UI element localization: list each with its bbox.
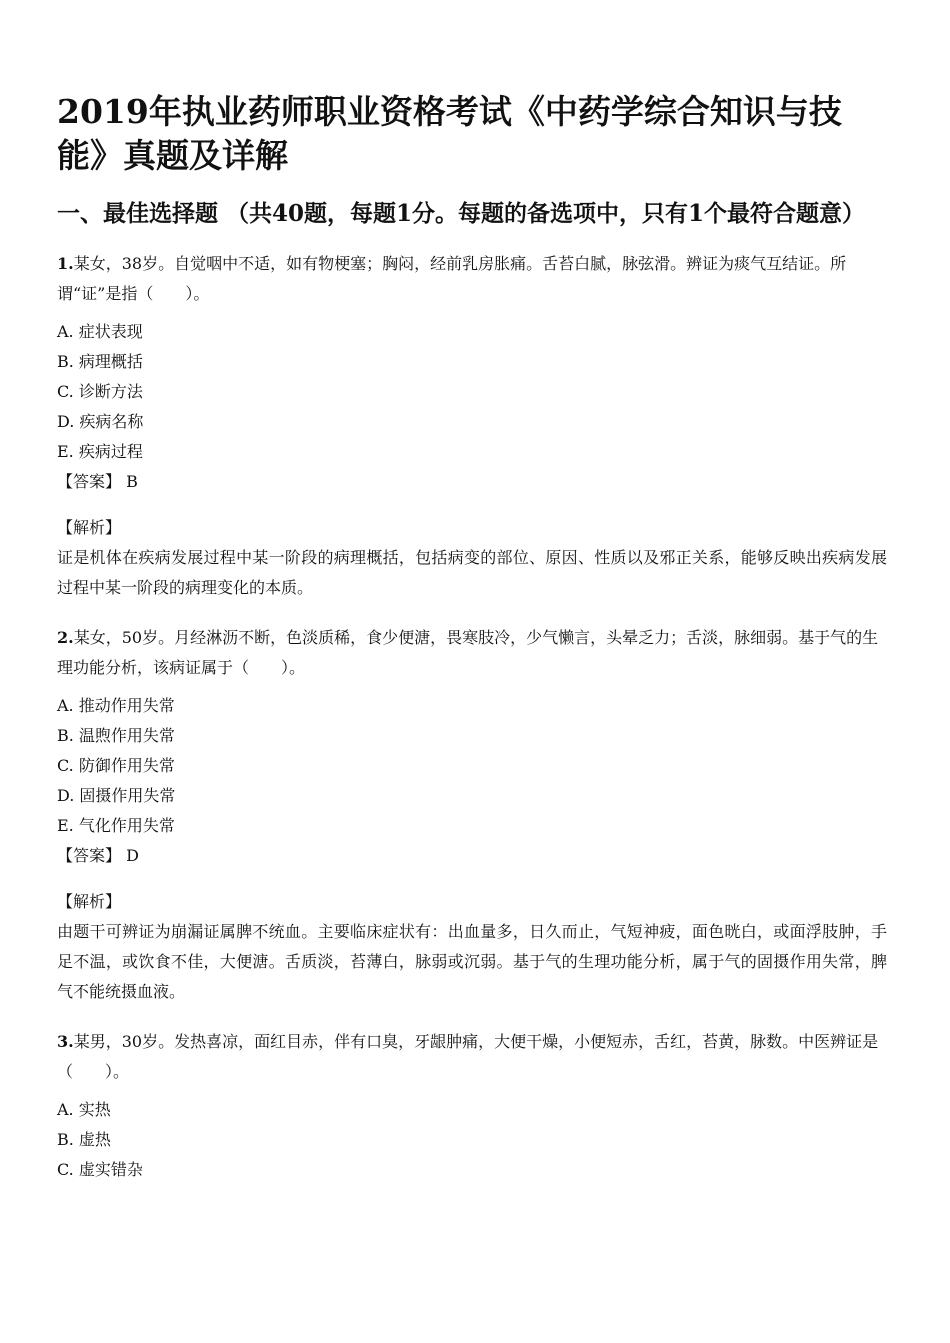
answer: 【答案】 B [57,472,138,491]
question-1 [57,249,887,603]
question-number: 3. [57,1032,74,1051]
document-page [57,90,887,1185]
question-2 [57,623,887,1007]
option-a: A. 推动作用失常 [57,696,175,715]
option-c: C. 虚实错杂 [57,1160,143,1179]
question-text: 某男，30岁。发热喜凉，面红目赤，伴有口臭，牙龈肿痛，大便干燥，小便短赤，舌红，苔黄，脉数。中医辨证是（ ）。 [57,1032,879,1081]
document-title: 2019年执业药师职业资格考试《中药学综合知识与技能》真题及详解 [57,92,842,175]
option-c: C. 诊断方法 [57,382,143,401]
analysis-text: 由题干可辨证为崩漏证属脾不统血。主要临床症状有：出血量多，日久而止，气短神疲，面色晄白，或面浮肢肿，手足不温，或饮食不佳，大便溏。舌质淡，苔薄白，脉弱或沉弱。基于气的生理功能分析，属于气的固摄作用失常，脾气不能统摄血液。 [57,922,887,1001]
question-number: 1. [57,254,74,273]
question-3 [57,1027,887,1185]
option-list [57,317,887,467]
option-e: E. 气化作用失常 [57,816,175,835]
analysis-heading: 【解析】 [57,518,122,537]
section-heading: 一、最佳选择题 （共40题，每题1分。每题的备选项中，只有1个最符合题意） [57,200,866,227]
option-a: A. 症状表现 [57,322,143,341]
option-list [57,691,887,841]
option-e: E. 疾病过程 [57,442,143,461]
option-d: D. 疾病名称 [57,412,144,431]
option-d: D. 固摄作用失常 [57,786,176,805]
option-c: C. 防御作用失常 [57,756,175,775]
question-stem [57,1027,887,1087]
option-b: B. 温煦作用失常 [57,726,175,745]
analysis-heading: 【解析】 [57,892,122,911]
question-text: 某女，38岁。自觉咽中不适，如有物梗塞；胸闷，经前乳房胀痛。舌苔白腻，脉弦滑。辨证为痰气互结证。所谓“证”是指（ ）。 [57,254,847,303]
question-number: 2. [57,628,74,647]
analysis-text: 证是机体在疾病发展过程中某一阶段的病理概括，包括病变的部位、原因、性质以及邪正关系，能够反映出疾病发展过程中某一阶段的病理变化的本质。 [57,548,887,597]
option-b: B. 虚热 [57,1130,111,1149]
question-stem [57,249,887,309]
question-stem [57,623,887,683]
question-text: 某女，50岁。月经淋沥不断，色淡质稀，食少便溏，畏寒肢冷，少气懒言，头晕乏力；舌淡，脉细弱。基于气的生理功能分析，该病证属于（ ）。 [57,628,879,677]
option-list [57,1095,887,1185]
answer: 【答案】 D [57,846,139,865]
option-a: A. 实热 [57,1100,111,1119]
option-b: B. 病理概括 [57,352,143,371]
